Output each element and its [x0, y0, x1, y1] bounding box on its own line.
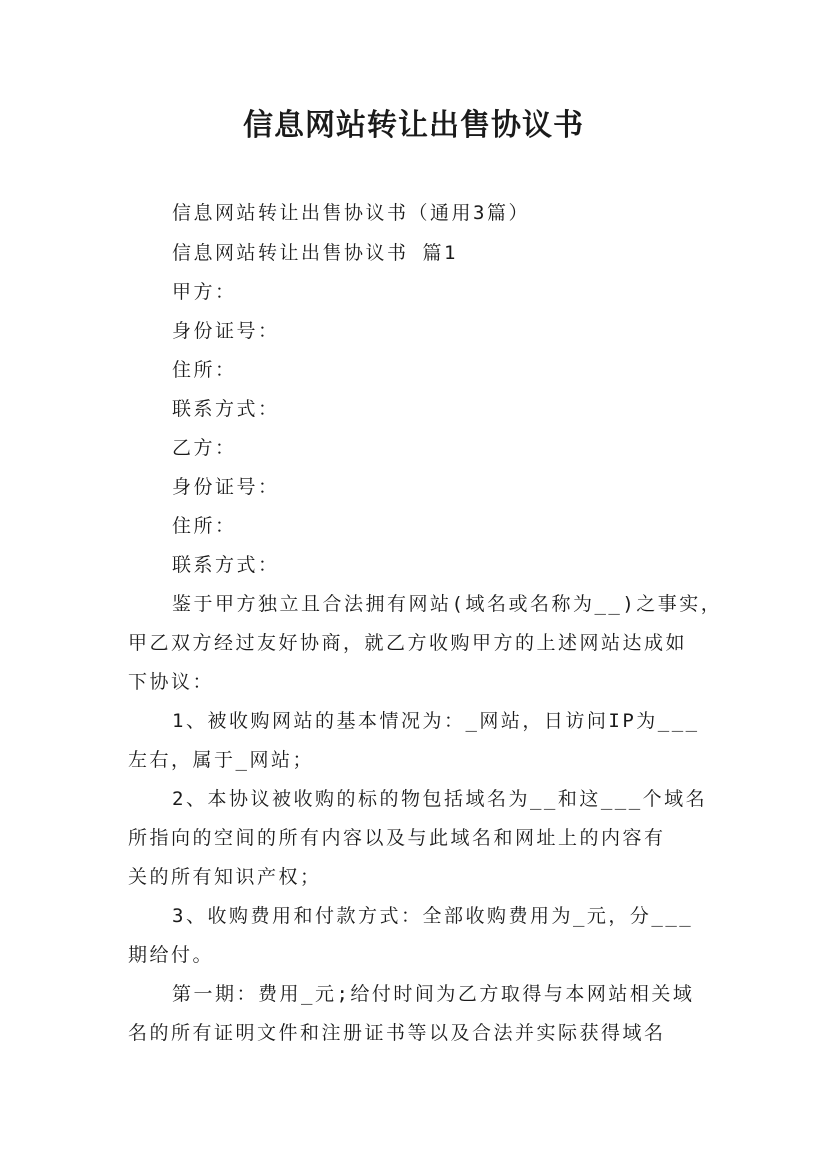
subtitle-line: 信息网站转让出售协议书（通用3篇）	[172, 202, 530, 224]
paragraph-line: 鉴于甲方独立且合法拥有网站(域名或名称为__)之事实，	[172, 593, 723, 615]
clause-3-line: 期给付。	[128, 944, 215, 966]
clause-1-line: 左右，属于_网站；	[128, 749, 314, 771]
clause-3-line: 3、收购费用和付款方式：全部收购费用为_元，分___	[172, 905, 694, 927]
clause-2-line: 2、本协议被收购的标的物包括域名为__和这___个域名	[172, 788, 708, 810]
paragraph-line: 甲乙双方经过友好协商，就乙方收购甲方的上述网站达成如	[128, 632, 688, 654]
party-b-id-label: 身份证号：	[172, 476, 280, 498]
party-b-label: 乙方：	[172, 437, 237, 459]
clause-2-line: 关的所有知识产权；	[128, 866, 322, 888]
party-a-address-label: 住所：	[172, 359, 237, 381]
section-heading: 信息网站转让出售协议书 篇1	[172, 242, 458, 264]
document-title: 信息网站转让出售协议书	[243, 108, 584, 143]
party-a-contact-label: 联系方式：	[172, 398, 280, 420]
party-b-contact-label: 联系方式：	[172, 554, 280, 576]
party-a-label: 甲方：	[172, 281, 237, 303]
clause-1-line: 1、被收购网站的基本情况为：_网站，日访问IP为___	[172, 710, 700, 732]
party-a-id-label: 身份证号：	[172, 320, 280, 342]
party-b-address-label: 住所：	[172, 515, 237, 537]
clause-2-line: 所指向的空间的所有内容以及与此域名和网址上的内容有	[128, 827, 666, 849]
payment-phase-line: 名的所有证明文件和注册证书等以及合法并实际获得域名	[128, 1022, 666, 1044]
payment-phase-line: 第一期：费用_元;给付时间为乙方取得与本网站相关域	[172, 983, 695, 1005]
paragraph-line: 下协议：	[128, 671, 215, 693]
